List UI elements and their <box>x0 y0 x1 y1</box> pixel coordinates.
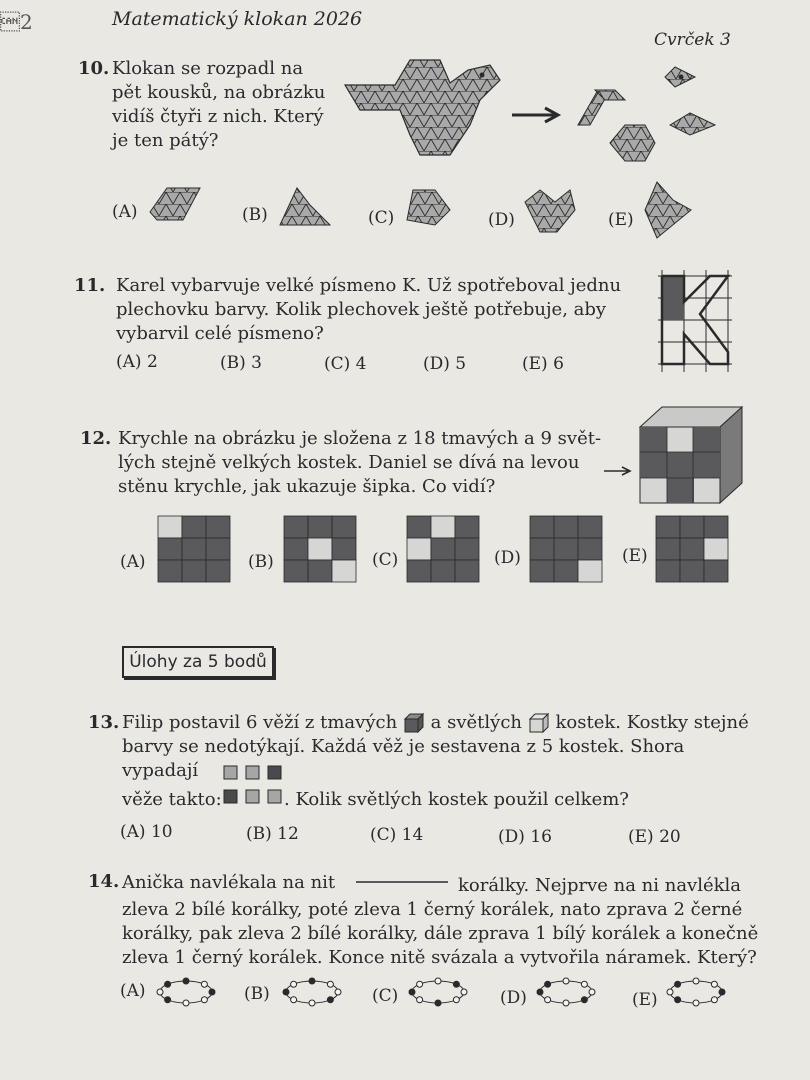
bead <box>157 989 163 995</box>
q12-option-a[interactable]: (A) <box>120 552 146 572</box>
face-square <box>407 516 431 538</box>
question-12-text <box>118 427 601 499</box>
bead <box>545 997 551 1003</box>
face-square <box>158 516 182 538</box>
bead <box>461 989 467 995</box>
bead <box>201 981 207 987</box>
face-square <box>308 516 332 538</box>
face-square <box>578 538 602 560</box>
face-square <box>680 516 704 538</box>
exam-level: Cvrček 3 <box>654 30 731 50</box>
q14-option-b[interactable]: (B) <box>244 984 270 1004</box>
q13-text-part: Filip postavil 6 věží z tmavých <box>122 712 398 733</box>
q13-option-b[interactable]: (B) 12 <box>246 824 299 844</box>
bead <box>453 981 459 987</box>
question-14-line: zleva 1 černý korálek. Konce nitě svázala a vytvořila náramek. Který? <box>122 947 757 968</box>
question-14-line: zleva 2 bílé korálky, poté zleva 1 černý korálek, nato zprava 2 černé <box>122 899 743 920</box>
bead <box>435 1000 441 1006</box>
piece-3 <box>610 125 655 161</box>
bead <box>309 1000 315 1006</box>
face-square <box>530 560 554 582</box>
bead <box>309 978 315 984</box>
bead <box>165 997 171 1003</box>
bead <box>291 981 297 987</box>
q10-option-b[interactable]: (B) <box>242 205 268 225</box>
arrow-right <box>512 108 558 122</box>
points-section-label: Úlohy za 5 bodů <box>122 646 274 678</box>
face-square <box>407 538 431 560</box>
face-square <box>455 538 479 560</box>
bead <box>675 997 681 1003</box>
face-square <box>332 560 356 582</box>
q13-text-part: věže takto: <box>122 789 222 810</box>
bead <box>667 989 673 995</box>
bead <box>675 981 681 987</box>
face-square <box>308 538 332 560</box>
face-square <box>656 560 680 582</box>
face-square <box>206 560 230 582</box>
bead <box>711 997 717 1003</box>
face-square <box>554 560 578 582</box>
face-square <box>554 516 578 538</box>
question-13-text <box>122 711 762 783</box>
face-square <box>182 560 206 582</box>
q11-option-d[interactable]: (D) 5 <box>423 354 467 374</box>
q13-text-part: . Kolik světlých kostek použil celkem? <box>284 789 629 810</box>
bead <box>183 1000 189 1006</box>
question-13-number: 13. <box>88 712 120 733</box>
bead <box>711 981 717 987</box>
corner-mark: 2 <box>0 10 33 34</box>
face-square <box>182 516 206 538</box>
bead <box>327 981 333 987</box>
q13-option-e[interactable]: (E) 20 <box>628 827 681 847</box>
q14-option-c[interactable]: (C) <box>372 986 399 1006</box>
q10-piece-c <box>407 190 450 225</box>
tower-top-view <box>222 764 288 808</box>
face-square <box>182 538 206 560</box>
question-11-text <box>116 274 621 346</box>
q11-option-a[interactable]: (A) 2 <box>116 352 158 372</box>
face-square <box>431 516 455 538</box>
face-square <box>656 538 680 560</box>
question-11-line: Karel vybarvuje velké písmeno K. Už spotřeboval jednu <box>116 275 622 296</box>
face-square <box>680 560 704 582</box>
question-10-line: je ten pátý? <box>112 130 219 151</box>
q11-option-b[interactable]: (B) 3 <box>220 353 262 373</box>
q13-text-part: barvy se nedotýkají. Každá věž je sestavena z 5 kostek. Shora vypadají <box>122 736 685 781</box>
bead <box>453 997 459 1003</box>
question-12-number: 12. <box>80 428 112 449</box>
question-14-line: korálky, pak zleva 2 bílé korálky, dále zprava 1 bílý korálek a konečně <box>122 923 759 944</box>
bead <box>417 997 423 1003</box>
bead <box>209 989 215 995</box>
bead <box>335 989 341 995</box>
face-square <box>206 516 230 538</box>
q13-option-a[interactable]: (A) 10 <box>120 822 173 842</box>
q13-text-part: a světlých <box>430 712 523 733</box>
question-12-line: stěnu krychle, jak ukazuje šipka. Co vidí? <box>118 476 496 497</box>
face-square <box>407 560 431 582</box>
bead <box>537 989 543 995</box>
q14-option-d[interactable]: (D) <box>500 988 527 1008</box>
q10-option-d[interactable]: (D) <box>488 210 515 230</box>
q10-option-pieces <box>145 180 705 240</box>
bead <box>581 981 587 987</box>
letter-k-grid <box>650 262 740 380</box>
bead <box>327 997 333 1003</box>
bead <box>417 981 423 987</box>
face-square <box>431 538 455 560</box>
bead <box>165 981 171 987</box>
q13-option-c[interactable]: (C) 14 <box>370 825 424 845</box>
question-10-number: 10. <box>78 58 110 79</box>
kangaroo-puzzle-figure <box>340 55 730 175</box>
face-square <box>704 560 728 582</box>
q14-text-part: korálky. Nejprve na ni navlékla <box>458 875 742 896</box>
q14-option-e[interactable]: (E) <box>632 990 658 1010</box>
question-14-number: 14. <box>88 871 120 892</box>
bead <box>693 978 699 984</box>
face-square <box>284 516 308 538</box>
face-square <box>332 538 356 560</box>
bead <box>693 1000 699 1006</box>
face-square <box>554 538 578 560</box>
bead <box>719 989 725 995</box>
question-10-line: Klokan se rozpadl na <box>112 58 304 79</box>
q10-option-a[interactable]: (A) <box>112 202 138 222</box>
face-square <box>158 560 182 582</box>
question-10-line: vidíš čtyři z nich. Který <box>112 106 324 127</box>
question-12-line: lých stejně velkých kostek. Daniel se dívá na levou <box>118 452 580 473</box>
face-square <box>206 538 230 560</box>
bead <box>589 989 595 995</box>
dark-cube-icon <box>403 713 425 733</box>
bead <box>563 1000 569 1006</box>
face-square <box>431 560 455 582</box>
face-square <box>578 516 602 538</box>
question-10-text <box>112 57 325 153</box>
q11-option-e[interactable]: (E) 6 <box>522 354 564 374</box>
bead <box>581 997 587 1003</box>
q12-option-e[interactable]: (E) <box>622 546 648 566</box>
q13-text-part: kostek. Kostky stejné <box>555 712 749 733</box>
bead <box>201 997 207 1003</box>
q10-piece-a <box>150 188 200 220</box>
painted-part <box>662 276 684 320</box>
cube-figure <box>600 405 745 505</box>
face-square <box>680 538 704 560</box>
q10-option-e[interactable]: (E) <box>608 210 634 230</box>
face-square <box>530 538 554 560</box>
q14-option-a[interactable]: (A) <box>120 981 146 1001</box>
question-11-line: plechovku barvy. Kolik plechovek ještě potřebuje, aby <box>116 299 607 320</box>
question-11-number: 11. <box>74 275 106 296</box>
bead <box>409 989 415 995</box>
q10-piece-d <box>525 190 575 232</box>
q12-option-d[interactable]: (D) <box>494 548 521 568</box>
face-square <box>530 516 554 538</box>
face-square <box>158 538 182 560</box>
kangaroo-shape <box>345 60 500 155</box>
bead <box>563 978 569 984</box>
question-12-line: Krychle na obrázku je složena z 18 tmavých a 9 svět- <box>118 428 602 449</box>
face-square <box>704 538 728 560</box>
face-square <box>284 560 308 582</box>
face-square <box>308 560 332 582</box>
bead <box>283 989 289 995</box>
face-square <box>578 560 602 582</box>
face-square <box>455 516 479 538</box>
bead <box>291 997 297 1003</box>
q12-option-faces <box>150 508 735 590</box>
face-square <box>332 516 356 538</box>
q12-option-b[interactable]: (B) <box>248 552 274 572</box>
arrow-to-left-face <box>604 467 630 475</box>
q11-option-c[interactable]: (C) 4 <box>324 354 367 374</box>
thread-line <box>354 878 450 886</box>
q10-piece-b <box>280 188 330 225</box>
q12-option-c[interactable]: (C) <box>372 550 399 570</box>
bead <box>435 978 441 984</box>
light-cube-icon <box>528 713 550 733</box>
question-11-line: vybarvil celé písmeno? <box>116 323 324 344</box>
question-10-line: pět kousků, na obrázku <box>112 82 326 103</box>
q14-bracelets <box>150 972 735 1016</box>
bead <box>545 981 551 987</box>
q13-option-d[interactable]: (D) 16 <box>498 827 552 847</box>
bead <box>183 978 189 984</box>
q10-option-c[interactable]: (C) <box>368 208 395 228</box>
face-square <box>284 538 308 560</box>
face-square <box>455 560 479 582</box>
q14-text-part: Anička navlékala na nit <box>122 872 336 893</box>
face-square <box>656 516 680 538</box>
question-14-text <box>122 898 758 970</box>
piece-5 <box>670 113 715 135</box>
q10-piece-e <box>645 182 691 238</box>
face-square <box>704 516 728 538</box>
exam-title: Matematický klokan 2026 <box>112 8 363 30</box>
